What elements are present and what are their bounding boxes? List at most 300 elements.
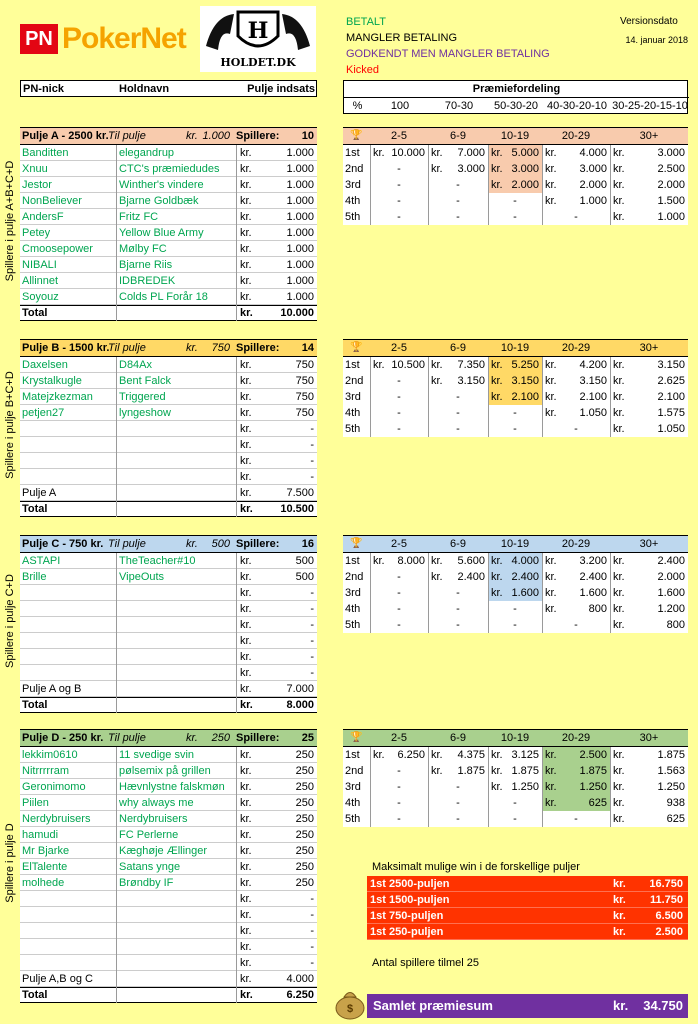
prize-value: -: [397, 587, 401, 599]
max-win-label: 1st 250-puljen: [370, 926, 444, 938]
player-nick: [22, 437, 114, 453]
player-row: [20, 145, 317, 161]
prize-value: -: [456, 603, 460, 615]
max-win-label: 1st 2500-puljen: [370, 878, 450, 890]
holdet-shield-icon: [200, 6, 316, 58]
prize-kr: kr.: [613, 195, 625, 207]
total-label: Total: [22, 307, 48, 319]
range-header: 10-19: [500, 342, 530, 354]
prize-cell: [488, 161, 542, 177]
pool-a-table: [20, 127, 317, 321]
player-kr: kr.: [240, 391, 252, 403]
logo-pn-badge: PN: [20, 24, 58, 54]
prize-kr: kr.: [613, 619, 625, 631]
player-amount: -: [310, 957, 314, 969]
prize-kr: kr.: [613, 179, 625, 191]
prize-value: 4.000: [511, 555, 539, 567]
prize-cell: [488, 601, 542, 617]
prize-value: -: [456, 195, 460, 207]
prize-kr: kr.: [545, 195, 557, 207]
pool-b-til-label: Til pulje: [108, 342, 146, 354]
prize-value: 800: [666, 619, 685, 631]
col-nick: PN-nick: [23, 83, 64, 95]
column-divider: [542, 747, 543, 827]
prize-value: -: [397, 211, 401, 223]
column-divider: [428, 553, 429, 633]
prize-value: -: [513, 423, 517, 435]
prize-cell: [610, 601, 688, 617]
max-win-table: [367, 876, 688, 940]
player-amount: -: [310, 651, 314, 663]
player-kr: kr.: [240, 571, 252, 583]
player-amount: 250: [295, 813, 314, 825]
prize-value: 2.400: [457, 571, 485, 583]
player-amount: 750: [295, 359, 314, 371]
player-team: [119, 633, 235, 649]
split-30-25-20-15-10: 30-25-20-15-10: [612, 100, 688, 112]
pool-c-table: [20, 535, 317, 713]
prize-cell: [542, 601, 610, 617]
column-divider: [488, 145, 489, 225]
prize-value: 2.000: [511, 179, 539, 191]
prize-cell: [542, 617, 610, 633]
place-label: 2nd: [345, 163, 364, 175]
player-row: [20, 665, 317, 681]
prize-cell: [370, 795, 428, 811]
player-team: elegandrup: [119, 147, 175, 159]
pool-d-prize-header: [343, 729, 688, 747]
player-row: [20, 357, 317, 373]
pool-d-til-value: 250: [211, 732, 230, 744]
max-win-title: Maksimalt mulige win i de forskellige puljer: [372, 861, 580, 873]
pool-c-rows: [20, 553, 317, 713]
prize-value: -: [397, 797, 401, 809]
prize-cell: [542, 569, 610, 585]
prize-value: -: [397, 195, 401, 207]
prize-cell: [542, 585, 610, 601]
prize-kr: kr.: [373, 147, 385, 159]
prize-value: 5.000: [511, 147, 539, 159]
prize-cell: [488, 357, 542, 373]
total-row: [20, 501, 317, 517]
prize-cell: [428, 405, 488, 421]
prize-cell: [542, 795, 610, 811]
place-label: 4th: [345, 407, 361, 419]
max-win-label: 1st 1500-puljen: [370, 894, 450, 906]
player-team: [119, 955, 235, 971]
player-kr: kr.: [240, 635, 252, 647]
player-nick: ElTalente: [22, 861, 68, 873]
prize-cell: [610, 617, 688, 633]
player-amount: 250: [295, 829, 314, 841]
status-betalt: BETALT: [346, 16, 386, 28]
samlet-kr: kr.: [613, 998, 629, 1013]
prize-value: -: [397, 619, 401, 631]
prize-value: 2.400: [657, 555, 685, 567]
prize-kr: kr.: [431, 749, 443, 761]
prize-value: -: [456, 587, 460, 599]
player-team: Nerdybruisers: [119, 813, 188, 825]
max-win-kr: kr.: [613, 878, 626, 890]
prize-value: 1.875: [657, 749, 685, 761]
player-kr: kr.: [240, 957, 252, 969]
player-amount: 1.000: [286, 291, 314, 303]
prize-value: -: [397, 375, 401, 387]
prize-cell: [370, 161, 428, 177]
prize-kr: kr.: [545, 147, 557, 159]
prize-value: 2.100: [579, 391, 607, 403]
range-header: 6-9: [450, 130, 466, 142]
place-label: 5th: [345, 619, 361, 631]
premie-header: [343, 80, 688, 114]
prize-value: -: [513, 195, 517, 207]
player-row: [20, 405, 317, 421]
player-kr: kr.: [240, 667, 252, 679]
pool-b-prize-table: [343, 339, 688, 437]
player-kr: kr.: [240, 375, 252, 387]
player-amount: -: [310, 619, 314, 631]
prize-kr: kr.: [491, 375, 503, 387]
carry-value: 7.500: [286, 487, 314, 499]
prize-kr: kr.: [613, 147, 625, 159]
prize-kr: kr.: [545, 163, 557, 175]
player-amount: 750: [295, 391, 314, 403]
pool-a-header: [20, 127, 317, 145]
pool-a-prize-table: [343, 127, 688, 225]
prize-cell: [610, 177, 688, 193]
player-team: [119, 923, 235, 939]
player-kr: kr.: [240, 765, 252, 777]
player-team: [119, 891, 235, 907]
player-team: Fritz FC: [119, 211, 159, 223]
prize-kr: kr.: [431, 571, 443, 583]
prize-value: -: [513, 619, 517, 631]
range-header: 10-19: [500, 732, 530, 744]
prize-value: -: [397, 603, 401, 615]
prize-cell: [542, 811, 610, 827]
place-label: 4th: [345, 797, 361, 809]
prize-cell: [370, 569, 428, 585]
prize-cell: [428, 145, 488, 161]
prize-kr: kr.: [545, 603, 557, 615]
prize-kr: kr.: [613, 571, 625, 583]
player-amount: -: [310, 455, 314, 467]
player-amount: -: [310, 603, 314, 615]
player-amount: -: [310, 587, 314, 599]
prize-value: -: [397, 163, 401, 175]
prize-value: 1.200: [657, 603, 685, 615]
player-kr: kr.: [240, 781, 252, 793]
prize-cell: [428, 811, 488, 827]
place-label: 1st: [345, 555, 360, 567]
player-amount: 500: [295, 571, 314, 583]
player-kr: kr.: [240, 211, 252, 223]
range-header: 20-29: [561, 342, 591, 354]
player-team: IDBREDEK: [119, 275, 176, 287]
range-header: 2-5: [391, 732, 407, 744]
prize-cell: [370, 617, 428, 633]
prize-value: -: [456, 813, 460, 825]
player-row: [20, 193, 317, 209]
pool-b-prize-header: [343, 339, 688, 357]
prize-kr: kr.: [545, 407, 557, 419]
carry-value: 4.000: [286, 973, 314, 985]
prize-kr: kr.: [373, 555, 385, 567]
prize-cell: [610, 763, 688, 779]
prize-cell: [610, 209, 688, 225]
player-row: [20, 617, 317, 633]
prize-cell: [370, 811, 428, 827]
prize-kr: kr.: [491, 765, 503, 777]
player-row: [20, 469, 317, 485]
player-amount: 750: [295, 375, 314, 387]
prize-value: -: [456, 211, 460, 223]
column-divider: [370, 747, 371, 827]
antal-value: 25: [466, 957, 480, 969]
prize-value: 2.000: [579, 179, 607, 191]
prize-value: 1.050: [657, 423, 685, 435]
player-row: [20, 859, 317, 875]
player-nick: [22, 469, 114, 485]
max-win-row: [367, 908, 688, 924]
max-win-row: [367, 924, 688, 940]
player-team: Yellow Blue Army: [119, 227, 204, 239]
column-divider: [236, 145, 237, 321]
player-nick: [22, 939, 114, 955]
prize-kr: kr.: [545, 359, 557, 371]
column-divider: [542, 145, 543, 225]
prize-value: 2.625: [657, 375, 685, 387]
player-amount: 1.000: [286, 163, 314, 175]
player-kr: kr.: [240, 829, 252, 841]
player-nick: [22, 453, 114, 469]
column-divider: [370, 145, 371, 225]
prize-cell: [488, 389, 542, 405]
total-label: Total: [22, 699, 48, 711]
pool-c-prize-table: [343, 535, 688, 633]
prize-kr: kr.: [491, 179, 503, 191]
prize-cell: [542, 193, 610, 209]
max-win-label: 1st 750-puljen: [370, 910, 444, 922]
prize-cell: [370, 553, 428, 569]
prize-value: -: [574, 423, 578, 435]
split-50-30-20: 50-30-20: [493, 100, 539, 112]
player-kr: kr.: [240, 291, 252, 303]
prize-cell: [542, 405, 610, 421]
player-team: [119, 469, 235, 485]
total-kr: kr.: [240, 699, 253, 711]
pool-a-prize-header: [343, 127, 688, 145]
player-row: [20, 161, 317, 177]
player-kr: kr.: [240, 909, 252, 921]
player-row: [20, 939, 317, 955]
player-row: [20, 273, 317, 289]
trophy-icon: 🏆: [350, 538, 363, 549]
carry-value: 7.000: [286, 683, 314, 695]
prize-cell: [370, 601, 428, 617]
player-row: [20, 875, 317, 891]
prize-kr: kr.: [545, 571, 557, 583]
pool-c-side-label-box: [0, 535, 20, 711]
prize-value: 10.500: [391, 359, 425, 371]
player-team: Hævnlystne falskmøn: [119, 781, 225, 793]
prize-cell: [542, 763, 610, 779]
logo-pokernet-text: PokerNet: [62, 22, 186, 55]
player-team: TheTeacher#10: [119, 555, 196, 567]
prize-value: 2.400: [511, 571, 539, 583]
prize-value: -: [513, 211, 517, 223]
player-kr: kr.: [240, 455, 252, 467]
prize-value: -: [513, 813, 517, 825]
prize-value: 1.875: [511, 765, 539, 777]
prize-cell: [610, 795, 688, 811]
prize-value: -: [456, 619, 460, 631]
player-nick: Xnuu: [22, 163, 48, 175]
total-value: 10.000: [280, 307, 314, 319]
player-amount: -: [310, 925, 314, 937]
antal-label: Antal spillere tilmel: [372, 957, 464, 969]
prize-kr: kr.: [613, 163, 625, 175]
player-amount: 1.000: [286, 243, 314, 255]
pool-b-til-value: 750: [211, 342, 230, 354]
prize-cell: [428, 373, 488, 389]
player-kr: kr.: [240, 749, 252, 761]
player-amount: 250: [295, 797, 314, 809]
prize-kr: kr.: [545, 375, 557, 387]
player-kr: kr.: [240, 893, 252, 905]
player-team: why always me: [119, 797, 194, 809]
prize-value: 2.000: [657, 179, 685, 191]
prize-kr: kr.: [491, 749, 503, 761]
trophy-icon: 🏆: [350, 732, 363, 743]
prize-value: 1.000: [579, 195, 607, 207]
player-row: [20, 569, 317, 585]
range-header: 10-19: [500, 538, 530, 550]
pool-d-rows: [20, 747, 317, 1003]
player-kr: kr.: [240, 179, 252, 191]
prize-value: 4.375: [457, 749, 485, 761]
player-nick: Allinnet: [22, 275, 59, 287]
player-row: [20, 389, 317, 405]
status-kicked: Kicked: [346, 64, 380, 76]
prize-value: 3.200: [579, 555, 607, 567]
player-row: [20, 225, 317, 241]
player-nick: [22, 923, 114, 939]
prize-value: 1.575: [657, 407, 685, 419]
player-amount: 1.000: [286, 147, 314, 159]
player-nick: Piilen: [22, 797, 49, 809]
prize-cell: [610, 145, 688, 161]
prize-value: -: [513, 407, 517, 419]
prize-value: -: [574, 619, 578, 631]
place-label: 2nd: [345, 765, 364, 777]
player-nick: petjen27: [22, 407, 65, 419]
prize-value: 3.125: [511, 749, 539, 761]
range-header: 20-29: [561, 732, 591, 744]
player-team: [119, 421, 235, 437]
range-header: 2-5: [391, 538, 407, 550]
player-team: Bjarne Goldbæk: [119, 195, 199, 207]
column-divider: [116, 357, 117, 517]
player-amount: 750: [295, 407, 314, 419]
column-divider: [610, 747, 611, 827]
column-divider: [488, 553, 489, 633]
prize-value: 3.000: [657, 147, 685, 159]
prize-value: 1.600: [657, 587, 685, 599]
column-divider: [542, 553, 543, 633]
col-team: Holdnavn: [119, 83, 170, 95]
pool-d-til-label: Til pulje: [108, 732, 146, 744]
player-row: [20, 955, 317, 971]
prize-value: -: [397, 781, 401, 793]
player-team: Mølby FC: [119, 243, 167, 255]
prize-kr: kr.: [491, 163, 503, 175]
prize-kr: kr.: [613, 603, 625, 615]
col-stake: Pulje indsats: [247, 83, 315, 95]
player-row: [20, 633, 317, 649]
player-amount: -: [310, 941, 314, 953]
pool-d-side-label: Spillere i pulje D: [4, 823, 16, 903]
player-nick: hamudi: [22, 829, 59, 841]
player-kr: kr.: [240, 407, 252, 419]
prize-value: 1.000: [657, 211, 685, 223]
prize-kr: kr.: [545, 765, 557, 777]
carry-row: [20, 485, 317, 501]
player-row: [20, 891, 317, 907]
prize-value: -: [456, 423, 460, 435]
place-label: 4th: [345, 195, 361, 207]
player-kr: kr.: [240, 275, 252, 287]
player-nick: [22, 601, 114, 617]
player-nick: Jestor: [22, 179, 52, 191]
carry-label: Pulje A og B: [22, 683, 82, 695]
range-header: 20-29: [561, 130, 591, 142]
prize-value: 1.563: [657, 765, 685, 777]
pool-c-header: [20, 535, 317, 553]
prize-value: -: [456, 391, 460, 403]
max-win-row: [367, 892, 688, 908]
prize-kr: kr.: [613, 211, 625, 223]
total-label: Total: [22, 989, 48, 1001]
prize-cell: [428, 747, 488, 763]
column-divider: [236, 357, 237, 517]
total-kr: kr.: [240, 503, 253, 515]
prize-value: 8.000: [397, 555, 425, 567]
svg-text:H: H: [247, 18, 269, 44]
prize-cell: [428, 795, 488, 811]
prize-cell: [610, 779, 688, 795]
holdet-text: HOLDET.DK: [220, 56, 296, 69]
total-row: [20, 697, 317, 713]
column-divider: [542, 357, 543, 437]
player-kr: kr.: [240, 471, 252, 483]
range-header: 6-9: [450, 342, 466, 354]
player-team: FC Perlerne: [119, 829, 179, 841]
player-amount: -: [310, 423, 314, 435]
player-kr: kr.: [240, 845, 252, 857]
carry-kr: kr.: [240, 973, 252, 985]
player-row: [20, 649, 317, 665]
version-date: 14. januar 2018: [625, 35, 688, 45]
version-label: Versionsdato: [620, 16, 678, 27]
prize-cell: [542, 145, 610, 161]
player-team: CTC's præmiedudes: [119, 163, 220, 175]
player-kr: kr.: [240, 147, 252, 159]
max-win-value: 16.750: [649, 878, 683, 890]
pool-c-prize-rows: [343, 553, 688, 633]
place-label: 3rd: [345, 179, 361, 191]
column-divider: [610, 145, 611, 225]
